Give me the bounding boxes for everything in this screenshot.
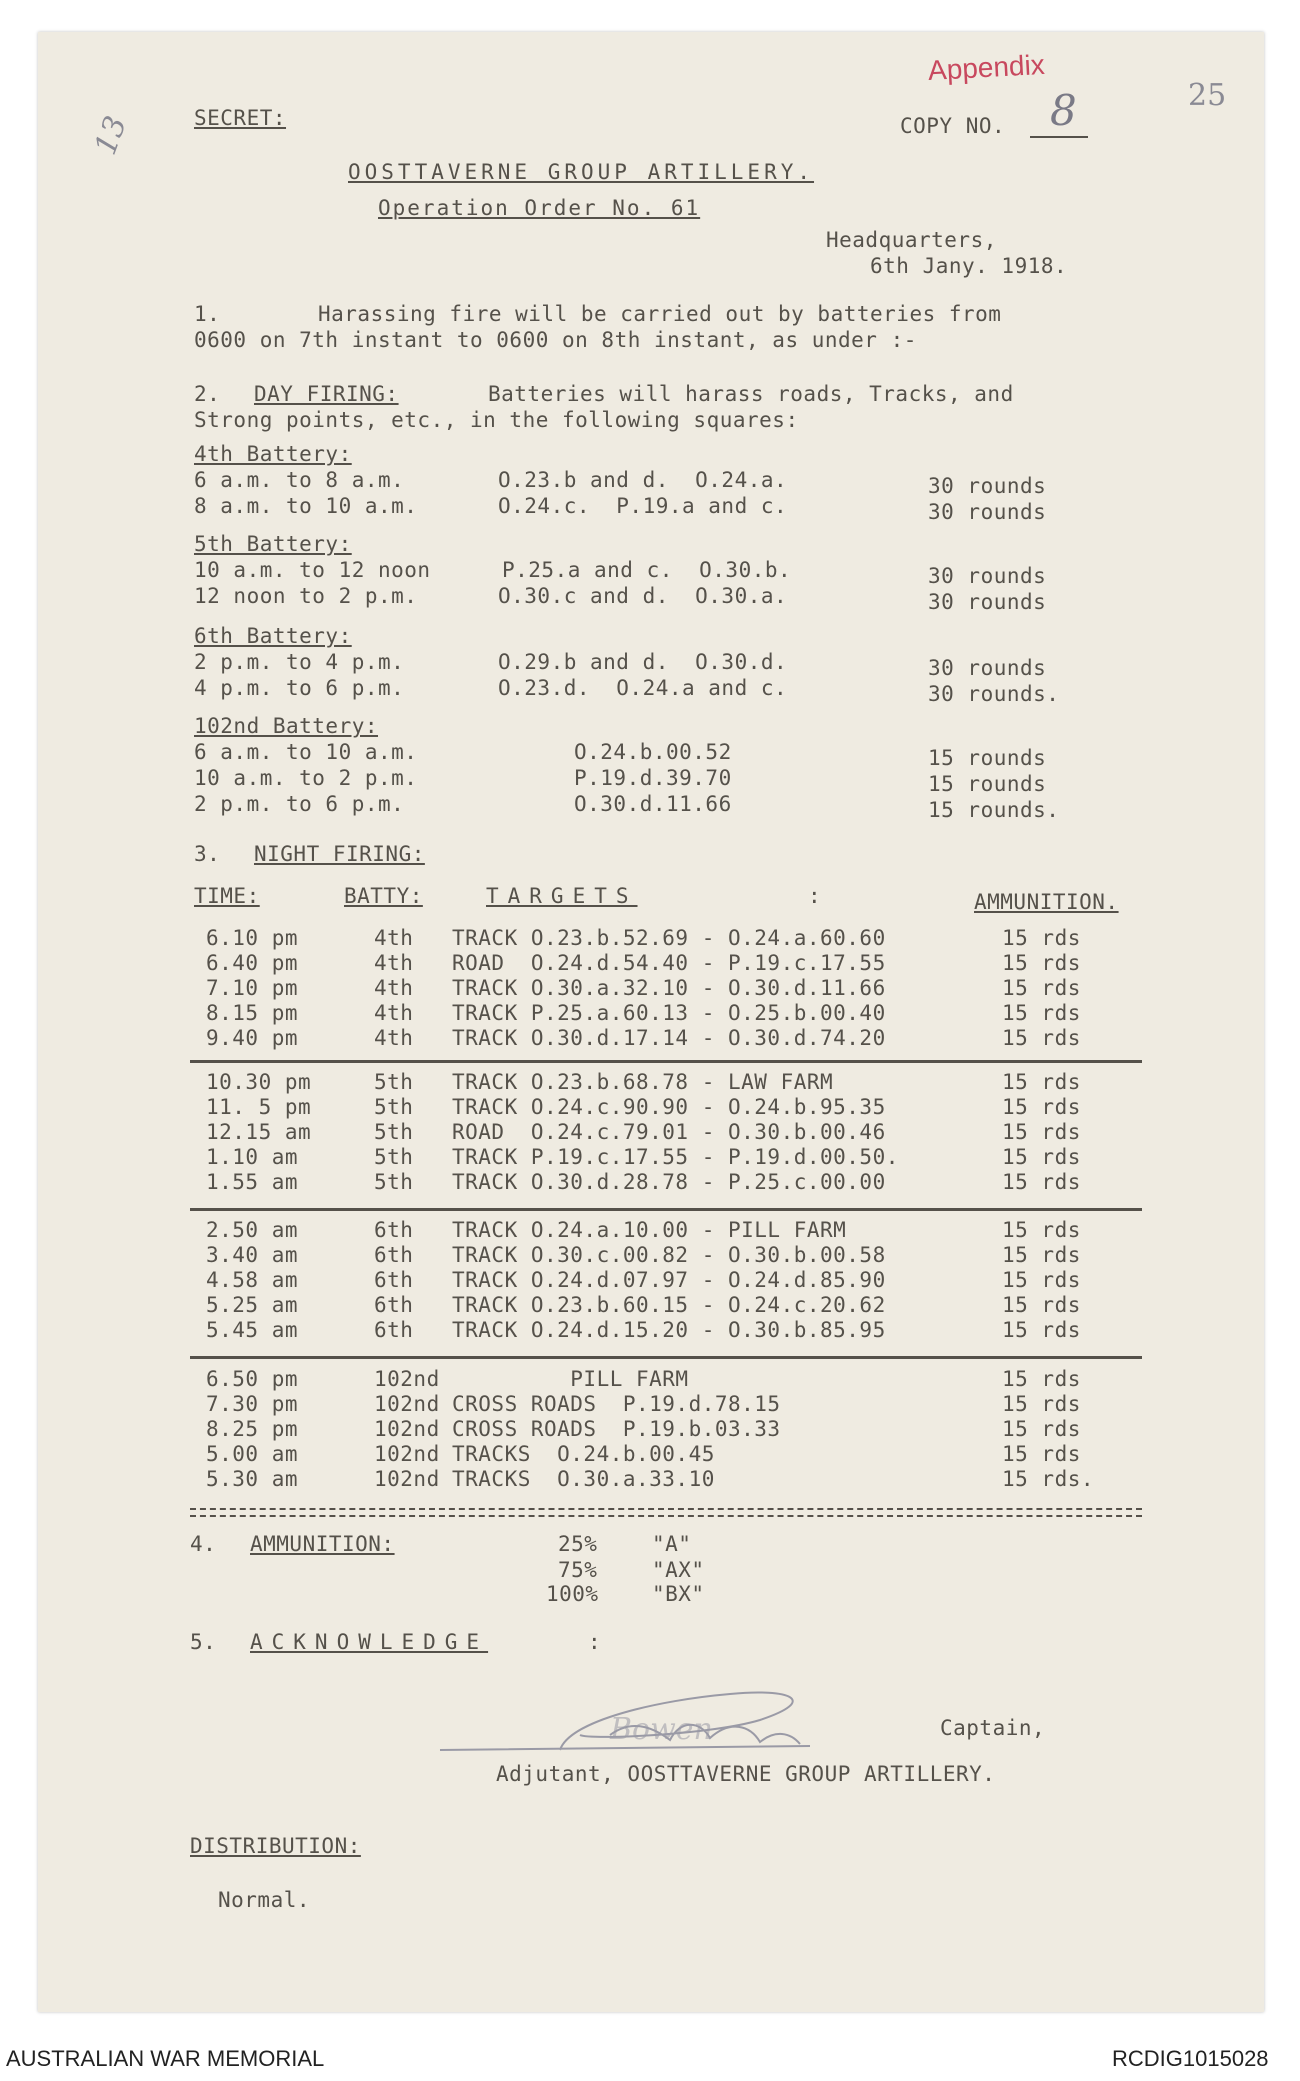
copy-number-line (1030, 136, 1088, 138)
night-row-target: TRACK P.25.a.60.13 - O.25.b.00.40 (452, 1001, 886, 1025)
night-row-target: TRACKS O.30.a.33.10 (452, 1467, 715, 1491)
day-battery-4th: 4th Battery: (194, 442, 352, 466)
night-row-target: PILL FARM (452, 1367, 689, 1391)
para1-number: 1. (194, 302, 221, 326)
footer-credit: AUSTRALIAN WAR MEMORIAL (6, 2046, 325, 2071)
night-row-time: 7.30 pm (206, 1392, 299, 1416)
night-row-time: 9.40 pm (206, 1026, 299, 1050)
night-row-time: 6.40 pm (206, 951, 299, 975)
night-row-ammo: 15 rds (1002, 951, 1081, 975)
night-row-ammo: 15 rds (1002, 1095, 1081, 1119)
night-row-target: TRACK P.19.c.17.55 - P.19.d.00.50. (452, 1145, 899, 1169)
table-divider (190, 1208, 1142, 1211)
night-row-target: CROSS ROADS P.19.d.78.15 (452, 1392, 781, 1416)
night-row-battery: 6th (374, 1293, 414, 1317)
headquarters: Headquarters, (826, 228, 997, 252)
appendix-stamp: Appendix (927, 48, 1046, 87)
day-battery-102nd: 102nd Battery: (194, 714, 379, 738)
night-row-time: 4.58 am (206, 1268, 299, 1292)
night-header-batty: BATTY: (344, 884, 423, 908)
para2-number: 2. (194, 382, 221, 406)
secret-label: SECRET: (194, 106, 287, 130)
margin-note-right: 25 (1188, 78, 1227, 113)
night-row-battery: 102nd (374, 1417, 440, 1441)
day-row-rounds: 30 rounds (928, 590, 1047, 614)
day-row-squares: O.24.b.00.52 (574, 740, 732, 764)
para2-heading: DAY FIRING: (254, 382, 399, 406)
night-row-time: 11. 5 pm (206, 1095, 312, 1119)
day-row-squares: O.29.b and d. O.30.d. (498, 650, 788, 674)
night-row-target: TRACK O.30.d.28.78 - P.25.c.00.00 (452, 1170, 886, 1194)
night-row-battery: 102nd (374, 1467, 440, 1491)
day-row-time: 12 noon to 2 p.m. (194, 584, 418, 608)
night-row-battery: 5th (374, 1095, 414, 1119)
day-battery-5th: 5th Battery: (194, 532, 352, 556)
adjutant-line: Adjutant, OOSTTAVERNE GROUP ARTILLERY. (496, 1762, 996, 1786)
para5-number: 5. (190, 1630, 217, 1654)
night-row-target: TRACK O.23.b.60.15 - O.24.c.20.62 (452, 1293, 886, 1317)
night-row-battery: 102nd (374, 1392, 440, 1416)
table-divider (190, 1356, 1142, 1359)
night-row-ammo: 15 rds (1002, 1001, 1081, 1025)
night-row-time: 5.30 am (206, 1467, 299, 1491)
night-row-time: 6.10 pm (206, 926, 299, 950)
distribution-heading: DISTRIBUTION: (190, 1834, 361, 1858)
para3-heading: NIGHT FIRING: (254, 842, 425, 866)
ammo-pct: 75% (558, 1558, 598, 1582)
night-row-battery: 6th (374, 1318, 414, 1342)
night-row-target: TRACK O.24.a.10.00 - PILL FARM (452, 1218, 847, 1242)
night-row-time: 5.25 am (206, 1293, 299, 1317)
night-row-time: 12.15 am (206, 1120, 312, 1144)
night-row-ammo: 15 rds (1002, 1367, 1081, 1391)
para5-heading: ACKNOWLEDGE (250, 1630, 489, 1654)
day-row-rounds: 15 rounds. (928, 798, 1060, 822)
day-row-rounds: 30 rounds (928, 564, 1047, 588)
night-row-ammo: 15 rds (1002, 1268, 1081, 1292)
day-row-squares: P.25.a and c. O.30.b. (502, 558, 792, 582)
night-row-battery: 5th (374, 1145, 414, 1169)
ammo-pct: 100% (546, 1582, 599, 1606)
night-header-colon: : (808, 884, 822, 908)
night-row-target: TRACKS O.24.b.00.45 (452, 1442, 715, 1466)
night-row-target: TRACK O.23.b.52.69 - O.24.a.60.60 (452, 926, 886, 950)
night-row-ammo: 15 rds (1002, 1145, 1081, 1169)
day-row-squares: O.24.c. P.19.a and c. (498, 494, 788, 518)
day-battery-6th: 6th Battery: (194, 624, 352, 648)
night-row-ammo: 15 rds (1002, 1318, 1081, 1342)
night-row-ammo: 15 rds (1002, 976, 1081, 1000)
night-row-time: 10.30 pm (206, 1070, 312, 1094)
distribution-value: Normal. (218, 1888, 311, 1912)
day-row-time: 6 a.m. to 8 a.m. (194, 468, 405, 492)
night-row-ammo: 15 rds (1002, 1293, 1081, 1317)
night-row-ammo: 15 rds (1002, 1442, 1081, 1466)
night-row-battery: 4th (374, 951, 414, 975)
night-row-battery: 6th (374, 1268, 414, 1292)
para3-number: 3. (194, 842, 221, 866)
day-row-squares: P.19.d.39.70 (574, 766, 732, 790)
night-row-target: TRACK O.30.a.32.10 - O.30.d.11.66 (452, 976, 886, 1000)
night-row-ammo: 15 rds (1002, 926, 1081, 950)
day-row-time: 2 p.m. to 4 p.m. (194, 650, 405, 674)
day-row-time: 10 a.m. to 12 noon (194, 558, 431, 582)
night-row-ammo: 15 rds (1002, 1070, 1081, 1094)
night-row-time: 7.10 pm (206, 976, 299, 1000)
night-row-target: TRACK O.24.c.90.90 - O.24.b.95.35 (452, 1095, 886, 1119)
night-row-ammo: 15 rds (1002, 1243, 1081, 1267)
day-row-time: 6 a.m. to 10 a.m. (194, 740, 418, 764)
night-row-time: 1.55 am (206, 1170, 299, 1194)
night-row-target: CROSS ROADS P.19.b.03.33 (452, 1417, 781, 1441)
night-row-battery: 102nd (374, 1367, 440, 1391)
night-row-battery: 102nd (374, 1442, 440, 1466)
night-row-battery: 4th (374, 1001, 414, 1025)
night-row-battery: 5th (374, 1170, 414, 1194)
night-row-time: 5.45 am (206, 1318, 299, 1342)
para4-number: 4. (190, 1532, 217, 1556)
night-row-battery: 4th (374, 976, 414, 1000)
para2-line1: Batteries will harass roads, Tracks, and (488, 382, 1014, 406)
ammo-type: "BX" (652, 1582, 705, 1606)
day-row-time: 4 p.m. to 6 p.m. (194, 676, 405, 700)
night-row-battery: 4th (374, 926, 414, 950)
day-row-rounds: 30 rounds (928, 656, 1047, 680)
document-subtitle: Operation Order No. 61 (378, 196, 701, 220)
night-row-target: TRACK O.30.d.17.14 - O.30.d.74.20 (452, 1026, 886, 1050)
night-header-time: TIME: (194, 884, 260, 908)
night-row-ammo: 15 rds (1002, 1392, 1081, 1416)
day-row-rounds: 15 rounds (928, 746, 1047, 770)
day-row-rounds: 30 rounds (928, 500, 1047, 524)
night-row-target: ROAD O.24.c.79.01 - O.30.b.00.46 (452, 1120, 886, 1144)
night-row-time: 6.50 pm (206, 1367, 299, 1391)
night-row-target: TRACK O.24.d.15.20 - O.30.b.85.95 (452, 1318, 886, 1342)
night-row-ammo: 15 rds (1002, 1026, 1081, 1050)
document-date: 6th Jany. 1918. (870, 254, 1068, 278)
day-row-time: 8 a.m. to 10 a.m. (194, 494, 418, 518)
night-row-time: 3.40 am (206, 1243, 299, 1267)
day-row-time: 2 p.m. to 6 p.m. (194, 792, 405, 816)
night-row-ammo: 15 rds (1002, 1120, 1081, 1144)
night-row-ammo: 15 rds (1002, 1218, 1081, 1242)
night-row-battery: 5th (374, 1120, 414, 1144)
day-row-rounds: 15 rounds (928, 772, 1047, 796)
table-divider (190, 1060, 1142, 1063)
night-row-target: ROAD O.24.d.54.40 - P.19.c.17.55 (452, 951, 886, 975)
ammo-type: "AX" (652, 1558, 705, 1582)
margin-note-left: 13 (88, 111, 135, 160)
copy-number: 8 (1050, 86, 1077, 135)
night-row-ammo: 15 rds (1002, 1170, 1081, 1194)
night-row-time: 8.25 pm (206, 1417, 299, 1441)
night-row-target: TRACK O.23.b.68.78 - LAW FARM (452, 1070, 834, 1094)
para1-line2: 0600 on 7th instant to 0600 on 8th instant, as under :- (194, 328, 917, 352)
document-title: OOSTTAVERNE GROUP ARTILLERY. (348, 160, 815, 184)
night-row-battery: 4th (374, 1026, 414, 1050)
captain-label: Captain, (940, 1716, 1046, 1740)
ammo-pct: 25% (558, 1532, 598, 1556)
night-row-time: 8.15 pm (206, 1001, 299, 1025)
night-row-target: TRACK O.24.d.07.97 - O.24.d.85.90 (452, 1268, 886, 1292)
day-row-squares: O.30.d.11.66 (574, 792, 732, 816)
footer-image-id: RCDIG1015028 (1112, 2046, 1269, 2071)
signature-text: Bowen (610, 1712, 713, 1747)
night-header-ammunition: AMMUNITION. (974, 890, 1119, 914)
night-row-battery: 6th (374, 1218, 414, 1242)
night-row-battery: 6th (374, 1243, 414, 1267)
day-row-squares: O.23.d. O.24.a and c. (498, 676, 788, 700)
day-row-rounds: 30 rounds. (928, 682, 1060, 706)
night-row-time: 2.50 am (206, 1218, 299, 1242)
night-row-time: 1.10 am (206, 1145, 299, 1169)
night-row-ammo: 15 rds. (1002, 1467, 1095, 1491)
para1-line1: Harassing fire will be carried out by batteries from (318, 302, 1002, 326)
para2-line2: Strong points, etc., in the following squares: (194, 408, 799, 432)
night-header-targets: TARGETS (486, 884, 638, 908)
day-row-rounds: 30 rounds (928, 474, 1047, 498)
night-row-target: TRACK O.30.c.00.82 - O.30.b.00.58 (452, 1243, 886, 1267)
night-row-battery: 5th (374, 1070, 414, 1094)
ammo-type: "A" (652, 1532, 692, 1556)
day-row-time: 10 a.m. to 2 p.m. (194, 766, 418, 790)
para5-colon: : (588, 1630, 602, 1654)
para4-heading: AMMUNITION: (250, 1532, 395, 1556)
night-row-time: 5.00 am (206, 1442, 299, 1466)
night-row-ammo: 15 rds (1002, 1417, 1081, 1441)
day-row-squares: O.23.b and d. O.24.a. (498, 468, 788, 492)
copy-label: COPY NO. (900, 114, 1006, 138)
day-row-squares: O.30.c and d. O.30.a. (498, 584, 788, 608)
table-divider (190, 1508, 1142, 1517)
